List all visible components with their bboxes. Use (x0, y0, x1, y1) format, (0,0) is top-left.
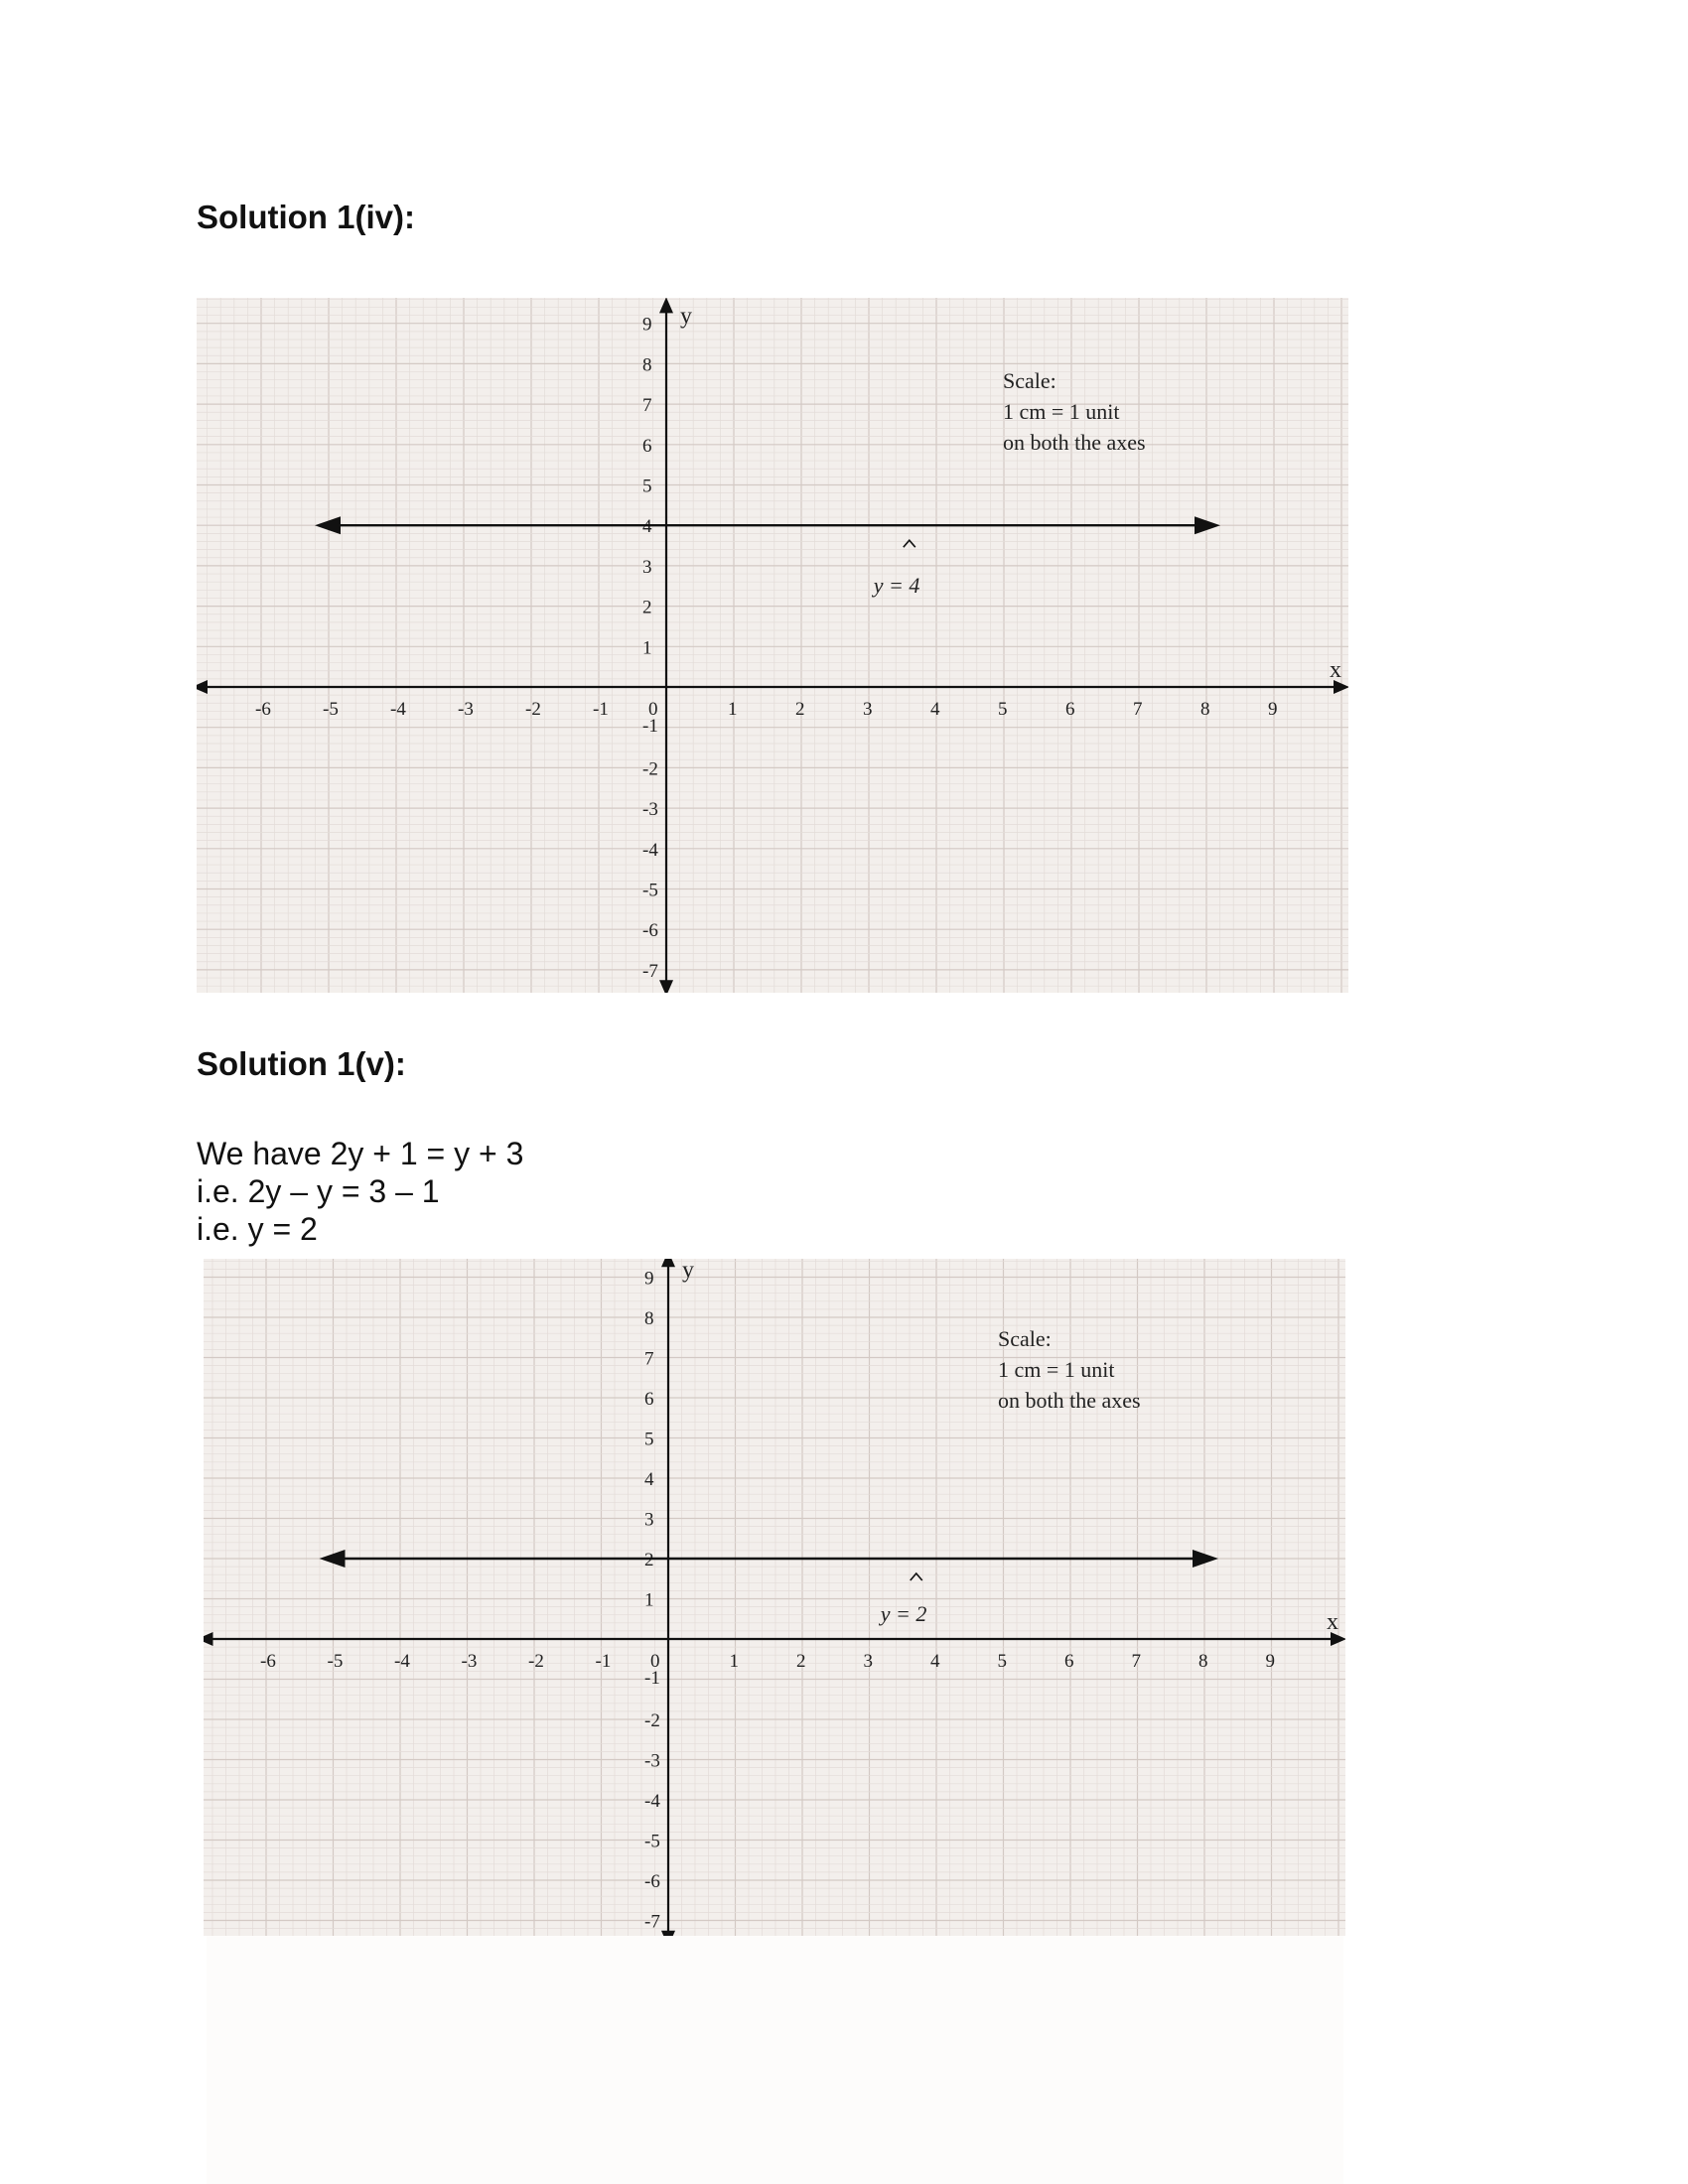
y-tick-label: 3 (644, 1509, 654, 1531)
y-axis-label: y (682, 1259, 694, 1284)
x-tick-label: -2 (528, 1651, 544, 1672)
x-tick-label: 3 (863, 699, 873, 720)
y-tick-label: -2 (644, 1710, 660, 1731)
x-tick-label: 3 (863, 1651, 873, 1672)
scale-note-line: Scale: (998, 1326, 1052, 1351)
scale-note-line: Scale: (1003, 368, 1056, 393)
y-tick-label: -6 (644, 1871, 660, 1892)
x-tick-label: -1 (595, 1651, 612, 1672)
x-tick-label: 7 (1131, 1651, 1141, 1672)
y-tick-label: 5 (642, 476, 652, 497)
equation-line-1: We have 2y + 1 = y + 3 (197, 1136, 524, 1171)
x-axis-label: x (1330, 657, 1341, 683)
x-tick-label: 2 (795, 699, 805, 720)
y-tick-label: -3 (642, 799, 658, 821)
scale-note-line: on both the axes (1003, 430, 1146, 455)
line-equation-label: y = 4 (873, 573, 920, 599)
y-tick-label: 2 (644, 1550, 654, 1570)
graph-paper (204, 1259, 1345, 1936)
y-tick-label: 2 (642, 597, 652, 618)
x-tick-label: -2 (525, 699, 541, 720)
x-tick-label: 0 (650, 1651, 660, 1672)
y-tick-label: -6 (642, 920, 658, 942)
graph-y-equals-2 (204, 1259, 1345, 1936)
scale-note-line: on both the axes (998, 1388, 1141, 1413)
solution-v-working (197, 1135, 523, 1248)
y-tick-label: -1 (642, 716, 658, 737)
x-tick-label: 4 (930, 699, 940, 720)
x-tick-label: 8 (1200, 699, 1210, 720)
y-axis-label: y (680, 303, 692, 330)
line-equation-label: y = 2 (880, 1601, 927, 1626)
y-tick-label: 4 (644, 1469, 654, 1490)
y-tick-label: 5 (644, 1429, 654, 1450)
y-tick-label: 8 (644, 1308, 654, 1329)
equation-line-3: i.e. y = 2 (197, 1211, 318, 1247)
y-tick-label: -4 (644, 1791, 660, 1812)
x-tick-label: 2 (796, 1651, 806, 1672)
y-tick-label: 7 (642, 395, 652, 417)
x-tick-label: -6 (255, 699, 271, 720)
x-tick-label: 4 (930, 1651, 940, 1672)
x-tick-label: -5 (327, 1651, 344, 1672)
y-tick-label: -7 (642, 960, 658, 982)
x-axis-label: x (1327, 1609, 1338, 1635)
x-tick-label: -3 (461, 1651, 478, 1672)
y-tick-label: -5 (644, 1831, 660, 1852)
y-tick-label: -2 (642, 758, 658, 780)
y-tick-label: -5 (642, 880, 658, 901)
x-tick-label: -5 (323, 699, 339, 720)
y-tick-label: -3 (644, 1750, 660, 1772)
scale-note-line: 1 cm = 1 unit (1003, 399, 1120, 424)
y-tick-label: 6 (644, 1389, 654, 1410)
y-tick-label: 1 (644, 1589, 654, 1611)
x-tick-label: 8 (1198, 1651, 1208, 1672)
x-tick-label: 6 (1064, 1651, 1074, 1672)
y-tick-label: 9 (644, 1268, 654, 1290)
x-tick-label: -6 (260, 1651, 276, 1672)
y-tick-label: -1 (644, 1668, 660, 1689)
equation-line-2: i.e. 2y – y = 3 – 1 (197, 1173, 440, 1209)
x-tick-label: -1 (593, 699, 609, 720)
y-tick-label: 9 (642, 314, 652, 336)
x-tick-label: 0 (648, 699, 658, 720)
x-tick-label: 9 (1265, 1651, 1275, 1672)
x-tick-label: -3 (458, 699, 474, 720)
y-tick-label: 8 (642, 354, 652, 376)
y-tick-label: 1 (642, 637, 652, 659)
y-tick-label: -4 (642, 839, 658, 861)
x-tick-label: -4 (390, 699, 406, 720)
y-tick-label: 3 (642, 556, 652, 578)
solution-iv-heading: Solution 1(iv): (197, 199, 415, 235)
y-tick-label: 7 (644, 1348, 654, 1370)
y-tick-label: 4 (642, 516, 652, 538)
y-tick-label: 6 (642, 435, 652, 457)
solution-v-heading: Solution 1(v): (197, 1045, 406, 1082)
x-tick-label: 1 (728, 699, 738, 720)
x-tick-label: 6 (1065, 699, 1075, 720)
x-tick-label: 9 (1268, 699, 1278, 720)
x-tick-label: 5 (997, 1651, 1007, 1672)
x-tick-label: 7 (1133, 699, 1143, 720)
graph-paper-continuation (207, 1936, 1343, 2184)
scale-note-line: 1 cm = 1 unit (998, 1357, 1115, 1382)
graph-y-equals-4 (197, 298, 1348, 993)
x-tick-label: -4 (394, 1651, 410, 1672)
y-tick-label: -7 (644, 1911, 660, 1933)
x-tick-label: 5 (998, 699, 1008, 720)
x-tick-label: 1 (729, 1651, 739, 1672)
